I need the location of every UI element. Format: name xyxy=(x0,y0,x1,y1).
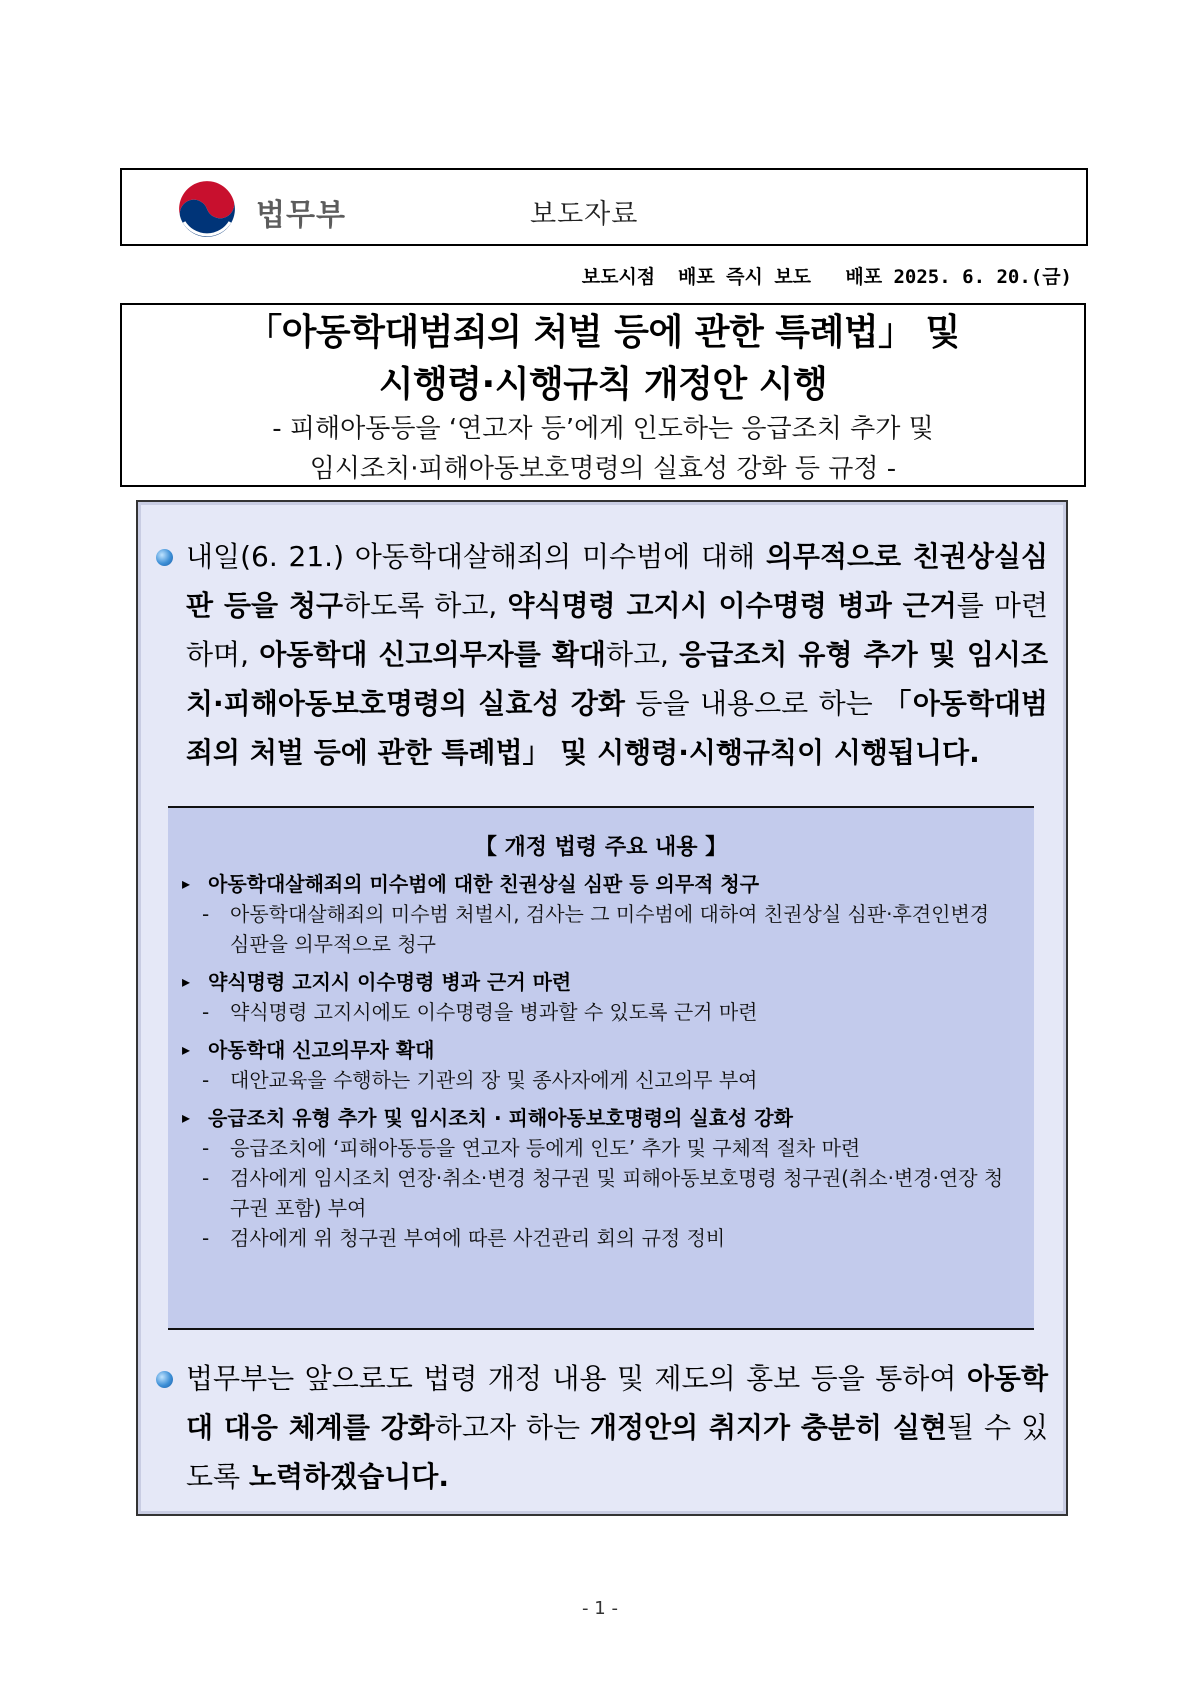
key-change-detail xyxy=(168,997,1034,1027)
key-changes-list xyxy=(168,869,1034,1253)
key-change-detail xyxy=(168,899,1034,959)
key-change-detail-text: 아동학대살해죄의 미수범 처벌시, 검사는 그 미수범에 대하여 친권상실 심판·후견인변경 심판을 의무적으로 청구 xyxy=(230,902,990,956)
emphasis-text: 응급조치 유형 추가 및 임시조치·피해아동보호명령의 실효성 강화 xyxy=(186,638,1048,720)
summary-paragraph-2 xyxy=(156,1354,1048,1501)
page-number: - 1 - xyxy=(582,1598,618,1619)
key-change-heading-text: 응급조치 유형 추가 및 임시조치 · 피해아동보호명령의 실효성 강화 xyxy=(208,1106,793,1130)
emphasis-text: 개정안의 취지가 충분히 실현 xyxy=(589,1411,947,1444)
triangle-bullet-icon: ▸ xyxy=(182,874,191,893)
key-change-detail xyxy=(168,1065,1034,1095)
dash-bullet-icon: - xyxy=(202,1226,210,1250)
subtitle-line-1: - 피해아동등을 ‘연고자 등’에게 인도하는 응급조치 추가 및 xyxy=(272,414,934,444)
key-change-heading xyxy=(168,1035,1034,1065)
key-changes-box xyxy=(168,806,1034,1330)
blue-dot-bullet-icon xyxy=(156,1371,173,1388)
key-change-heading-text: 약식명령 고지시 이수명령 병과 근거 마련 xyxy=(208,970,572,994)
body-text: 등을 내용으로 하는 xyxy=(624,687,884,720)
body-text: 될 수 있도록 xyxy=(186,1411,1048,1493)
dash-bullet-icon: - xyxy=(202,1068,210,1092)
body-text: 내일(6. 21.) 아동학대살해죄의 미수범에 대해 xyxy=(186,540,766,573)
body-text: 법무부는 앞으로도 법령 개정 내용 및 제도의 홍보 등을 통하여 xyxy=(186,1362,967,1395)
key-change-detail-text: 응급조치에 ‘피해아동등을 연고자 등에게 인도’ 추가 및 구체적 절차 마련 xyxy=(230,1136,861,1160)
key-changes-title: 【 개정 법령 주요 내용 】 xyxy=(474,835,728,860)
key-change-detail-text: 약식명령 고지시에도 이수명령을 병과할 수 있도록 근거 마련 xyxy=(230,1000,758,1024)
summary-paragraph-1 xyxy=(156,532,1048,777)
ministry-name: 법무부 xyxy=(256,198,346,233)
title-line-1: 「아동학대범죄의 처벌 등에 관한 특례법」 및 xyxy=(246,312,960,353)
emphasis-text: 노력하겠습니다. xyxy=(249,1460,449,1493)
body-text: 를 마련하며, xyxy=(186,589,1048,671)
emphasis-text: 아동학대 신고의무자를 확대 xyxy=(259,638,606,671)
key-change-heading xyxy=(168,869,1034,899)
triangle-bullet-icon: ▸ xyxy=(182,972,191,991)
body-text: 하고자 하는 xyxy=(434,1411,590,1444)
triangle-bullet-icon: ▸ xyxy=(182,1040,191,1059)
title-line-2: 시행령·시행규칙 개정안 시행 xyxy=(378,364,828,405)
key-change-detail xyxy=(168,1163,1034,1223)
summary-paragraph-1-text xyxy=(186,532,1048,777)
dash-bullet-icon: - xyxy=(202,1166,210,1190)
press-release-header xyxy=(120,168,1088,246)
summary-paragraph-2-text xyxy=(186,1354,1048,1501)
emphasis-text: 의무적으로 친권상실심판 등을 청구 xyxy=(186,540,1048,622)
key-change-detail xyxy=(168,1133,1034,1163)
release-info: 보도시점 배포 즉시 보도 배포 2025. 6. 20.(금) xyxy=(581,266,1072,288)
title-box xyxy=(120,303,1086,487)
key-change-heading xyxy=(168,967,1034,997)
key-change-detail-text: 검사에게 임시조치 연장·취소·변경 청구권 및 피해아동보호명령 청구권(취소·변경·연장 청구권 포함) 부여 xyxy=(230,1166,1004,1220)
taegeuk-logo-icon xyxy=(174,176,240,242)
key-change-heading xyxy=(168,1103,1034,1133)
key-change-detail-text: 대안교육을 수행하는 기관의 장 및 종사자에게 신고의무 부여 xyxy=(230,1068,758,1092)
body-text: 하고, xyxy=(605,638,680,671)
dash-bullet-icon: - xyxy=(202,1136,210,1160)
emphasis-text: 「아동학대범죄의 처벌 등에 관한 특례법」 및 시행령·시행규칙이 시행됩니다. xyxy=(186,687,1048,769)
key-change-detail xyxy=(168,1223,1034,1253)
dash-bullet-icon: - xyxy=(202,1000,210,1024)
key-change-heading-text: 아동학대살해죄의 미수범에 대한 친권상실 심판 등 의무적 청구 xyxy=(208,872,760,896)
triangle-bullet-icon: ▸ xyxy=(182,1108,191,1127)
key-change-heading-text: 아동학대 신고의무자 확대 xyxy=(208,1038,435,1062)
key-change-detail-text: 검사에게 위 청구권 부여에 따른 사건관리 회의 규정 정비 xyxy=(230,1226,726,1250)
emphasis-text: 약식명령 고지시 이수명령 병과 근거 xyxy=(507,589,957,622)
subtitle-line-2: 임시조치·피해아동보호명령의 실효성 강화 등 규정 - xyxy=(309,454,897,484)
emphasis-text: 아동학대 대응 체계를 강화 xyxy=(186,1362,1048,1444)
dash-bullet-icon: - xyxy=(202,902,210,926)
body-text: 하도록 하고, xyxy=(343,589,508,622)
summary-box xyxy=(136,500,1068,1516)
document-type: 보도자료 xyxy=(530,199,639,230)
blue-dot-bullet-icon xyxy=(156,549,173,566)
